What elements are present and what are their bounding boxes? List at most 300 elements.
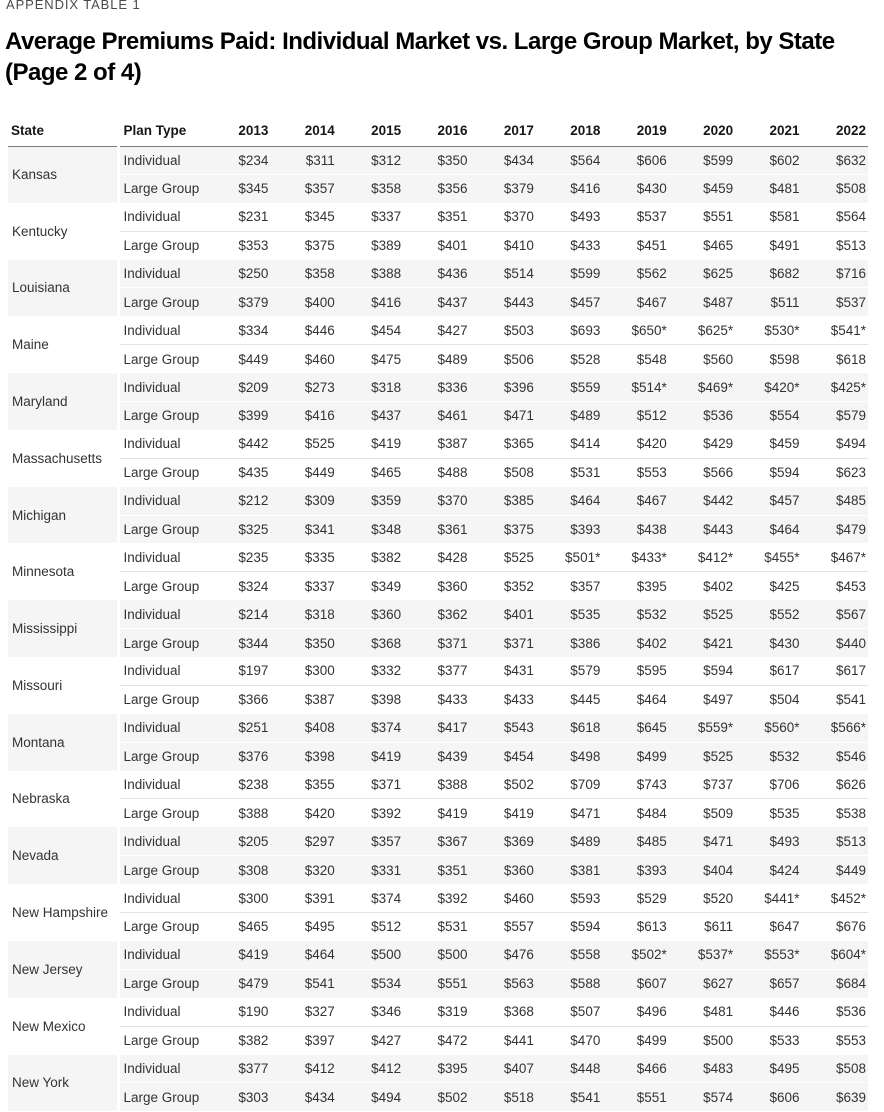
premium-value-cell: $563 bbox=[470, 969, 536, 997]
premium-value-cell: $618 bbox=[802, 345, 868, 373]
premium-value-cell: $487 bbox=[669, 288, 735, 316]
premium-value-cell: $481 bbox=[703, 1004, 734, 1020]
table-row bbox=[8, 941, 868, 969]
premium-value-cell: $606 bbox=[602, 146, 668, 174]
premium-value-cell: $438 bbox=[602, 515, 668, 543]
premium-value-cell: $574 bbox=[669, 1083, 735, 1111]
premium-value-cell: $548 bbox=[602, 345, 668, 373]
premium-value-cell: $398 bbox=[337, 685, 403, 713]
state-name-cell: Kansas bbox=[8, 146, 118, 203]
premium-value-cell: $355 bbox=[304, 777, 335, 793]
table-row bbox=[8, 799, 868, 827]
premium-value-cell: $625* bbox=[697, 322, 734, 338]
premium-value-cell: $551 bbox=[703, 209, 734, 225]
table-header bbox=[8, 115, 868, 146]
premium-value-cell: $445 bbox=[536, 685, 602, 713]
premium-value-cell: $508 bbox=[470, 458, 536, 486]
premium-value-cell: $493 bbox=[735, 827, 801, 855]
premium-value-cell: $489 bbox=[536, 402, 602, 430]
premium-value-cell: $401 bbox=[403, 231, 469, 259]
plan-type-cell: Individual bbox=[118, 260, 204, 288]
premium-value-cell: $377 bbox=[204, 1055, 270, 1083]
premium-value-cell: $416 bbox=[270, 402, 336, 430]
premium-value-cell: $430 bbox=[602, 174, 668, 202]
premium-value-cell: $525 bbox=[503, 549, 534, 565]
premium-value-cell: $567 bbox=[802, 600, 868, 628]
premium-value-cell: $498 bbox=[536, 742, 602, 770]
premium-value-cell: $557 bbox=[470, 913, 536, 941]
table-row bbox=[8, 487, 868, 515]
premium-value-cell: $454 bbox=[470, 742, 536, 770]
table-body bbox=[8, 146, 868, 1111]
premium-value-cell: $617 bbox=[835, 663, 866, 679]
premium-value-cell: $682 bbox=[735, 260, 801, 288]
premium-value-cell: $388 bbox=[437, 777, 468, 793]
premium-value-cell: $541 bbox=[270, 969, 336, 997]
page-title-line-1: Average Premiums Paid: Individual Market vs. Large Group Market, by State bbox=[5, 28, 835, 55]
premium-value-cell: $350 bbox=[270, 629, 336, 657]
column-header-2021: 2021 bbox=[735, 115, 801, 146]
premium-value-cell: $440 bbox=[802, 629, 868, 657]
premium-value-cell: $611 bbox=[669, 913, 735, 941]
plan-type-cell: Individual bbox=[118, 373, 204, 401]
premium-value-cell: $537 bbox=[802, 288, 868, 316]
premium-value-cell: $376 bbox=[204, 742, 270, 770]
premium-value-cell: $562 bbox=[602, 260, 668, 288]
premium-value-cell: $349 bbox=[337, 572, 403, 600]
premium-value-cell: $455* bbox=[764, 549, 800, 565]
premium-value-cell: $190 bbox=[238, 1004, 269, 1020]
premium-value-cell: $543 bbox=[470, 714, 536, 742]
premium-value-cell: $499 bbox=[602, 742, 668, 770]
premium-value-cell: $407 bbox=[470, 1055, 536, 1083]
premium-value-cell: $325 bbox=[204, 515, 270, 543]
premium-value-cell: $312 bbox=[337, 146, 403, 174]
table-row bbox=[8, 515, 868, 543]
premium-value-cell: $554 bbox=[735, 402, 801, 430]
premium-value-cell: $533 bbox=[735, 1026, 801, 1054]
premium-value-cell: $564 bbox=[835, 209, 866, 225]
premium-value-cell: $382 bbox=[371, 549, 402, 565]
column-header-2020: 2020 bbox=[669, 115, 735, 146]
premium-value-cell: $420 bbox=[270, 799, 336, 827]
column-header-2015: 2015 bbox=[337, 115, 403, 146]
premium-value-cell: $617 bbox=[769, 663, 800, 679]
table-row bbox=[8, 288, 868, 316]
plan-type-cell: Large Group bbox=[118, 799, 204, 827]
premium-value-cell: $645 bbox=[602, 714, 668, 742]
premium-value-cell: $518 bbox=[470, 1083, 536, 1111]
premium-value-cell: $594 bbox=[735, 458, 801, 486]
premium-value-cell: $464 bbox=[270, 941, 336, 969]
premium-value-cell: $553 bbox=[802, 1026, 868, 1054]
state-name-cell: Louisiana bbox=[8, 260, 118, 317]
plan-type-cell: Large Group bbox=[118, 402, 204, 430]
plan-type-cell: Large Group bbox=[118, 572, 204, 600]
premium-value-cell: $319 bbox=[437, 1004, 468, 1020]
premium-value-cell: $352 bbox=[470, 572, 536, 600]
premium-value-cell: $566* bbox=[802, 714, 868, 742]
premium-value-cell: $434 bbox=[270, 1083, 336, 1111]
premium-value-cell: $441* bbox=[764, 890, 800, 906]
premium-value-cell: $427 bbox=[337, 1026, 403, 1054]
column-header-plan-type: Plan Type bbox=[118, 115, 204, 146]
premium-value-cell: $488 bbox=[403, 458, 469, 486]
premium-value-cell: $465 bbox=[204, 913, 270, 941]
premium-value-cell: $466 bbox=[602, 1055, 668, 1083]
premium-value-cell: $595 bbox=[636, 663, 667, 679]
premium-value-cell: $388 bbox=[204, 799, 270, 827]
premium-value-cell: $303 bbox=[204, 1083, 270, 1111]
premium-value-cell: $460 bbox=[503, 890, 534, 906]
premium-value-cell: $449 bbox=[802, 856, 868, 884]
premium-value-cell: $454 bbox=[371, 322, 402, 338]
premium-value-cell: $559* bbox=[669, 714, 735, 742]
premium-value-cell: $439 bbox=[403, 742, 469, 770]
premium-value-cell: $534 bbox=[337, 969, 403, 997]
premium-value-cell: $709 bbox=[570, 777, 601, 793]
premium-value-cell: $623 bbox=[802, 458, 868, 486]
premium-value-cell: $503 bbox=[503, 322, 534, 338]
premium-value-cell: $381 bbox=[536, 856, 602, 884]
plan-type-cell: Individual bbox=[118, 941, 204, 969]
premium-value-cell: $402 bbox=[669, 572, 735, 600]
table-row bbox=[8, 316, 868, 344]
premium-value-cell: $604* bbox=[802, 941, 868, 969]
premium-value-cell: $599 bbox=[536, 260, 602, 288]
premium-value-cell: $320 bbox=[270, 856, 336, 884]
column-header-2014: 2014 bbox=[270, 115, 336, 146]
premium-value-cell: $374 bbox=[371, 890, 402, 906]
premium-value-cell: $460 bbox=[270, 345, 336, 373]
premium-value-cell: $537 bbox=[636, 209, 667, 225]
state-name-cell: Maryland bbox=[8, 373, 118, 430]
plan-type-cell: Individual bbox=[123, 1004, 181, 1020]
premium-value-cell: $552 bbox=[735, 600, 801, 628]
premium-value-cell: $593 bbox=[570, 890, 601, 906]
premium-value-cell: $375 bbox=[470, 515, 536, 543]
premium-value-cell: $362 bbox=[403, 600, 469, 628]
premium-value-cell: $564 bbox=[536, 146, 602, 174]
premium-value-cell: $404 bbox=[669, 856, 735, 884]
premium-value-cell: $506 bbox=[470, 345, 536, 373]
premium-value-cell: $485 bbox=[802, 487, 868, 515]
premium-value-cell: $657 bbox=[735, 969, 801, 997]
premium-value-cell: $387 bbox=[270, 685, 336, 713]
premium-value-cell: $234 bbox=[204, 146, 270, 174]
plan-type-cell: Large Group bbox=[118, 685, 204, 713]
premium-value-cell: $427 bbox=[437, 322, 468, 338]
premium-value-cell: $546 bbox=[802, 742, 868, 770]
premium-value-cell: $412 bbox=[337, 1055, 403, 1083]
state-name-cell: New Jersey bbox=[8, 941, 118, 998]
premium-value-cell: $507 bbox=[570, 1004, 601, 1020]
premium-value-cell: $337 bbox=[371, 209, 402, 225]
premium-value-cell: $504 bbox=[735, 685, 801, 713]
premium-value-cell: $357 bbox=[270, 174, 336, 202]
premium-value-cell: $231 bbox=[238, 209, 269, 225]
table-row bbox=[8, 373, 868, 401]
table-row bbox=[8, 174, 868, 202]
premium-value-cell: $251 bbox=[204, 714, 270, 742]
plan-type-cell: Large Group bbox=[118, 1026, 204, 1054]
premium-value-cell: $433* bbox=[631, 549, 667, 565]
state-name-cell: Mississippi bbox=[8, 600, 118, 657]
premium-value-cell: $618 bbox=[536, 714, 602, 742]
premium-value-cell: $459 bbox=[769, 436, 800, 452]
premium-value-cell: $716 bbox=[802, 260, 868, 288]
table-row bbox=[8, 203, 868, 231]
column-header-state: State bbox=[8, 115, 118, 146]
premium-value-cell: $508 bbox=[802, 174, 868, 202]
column-header-2013: 2013 bbox=[204, 115, 270, 146]
premium-value-cell: $419 bbox=[337, 742, 403, 770]
table-row bbox=[8, 600, 868, 628]
premium-value-cell: $371 bbox=[371, 777, 402, 793]
premium-value-cell: $500 bbox=[403, 941, 469, 969]
premium-value-cell: $538 bbox=[802, 799, 868, 827]
column-header-2018: 2018 bbox=[536, 115, 602, 146]
premium-value-cell: $416 bbox=[536, 174, 602, 202]
premium-value-cell: $366 bbox=[204, 685, 270, 713]
premium-value-cell: $598 bbox=[735, 345, 801, 373]
premium-value-cell: $430 bbox=[735, 629, 801, 657]
premium-value-cell: $425 bbox=[735, 572, 801, 600]
premium-value-cell: $327 bbox=[304, 1004, 335, 1020]
premium-value-cell: $419 bbox=[204, 941, 270, 969]
premium-value-cell: $541 bbox=[802, 685, 868, 713]
premium-value-cell: $331 bbox=[337, 856, 403, 884]
premiums-table bbox=[8, 115, 868, 1111]
premium-value-cell: $367 bbox=[403, 827, 469, 855]
premium-value-cell: $684 bbox=[802, 969, 868, 997]
premium-value-cell: $398 bbox=[270, 742, 336, 770]
premium-value-cell: $465 bbox=[337, 458, 403, 486]
table-row bbox=[8, 1055, 868, 1083]
plan-type-cell: Large Group bbox=[118, 458, 204, 486]
premium-value-cell: $512 bbox=[602, 402, 668, 430]
premium-value-cell: $351 bbox=[403, 856, 469, 884]
premium-value-cell: $386 bbox=[536, 629, 602, 657]
premium-value-cell: $360 bbox=[403, 572, 469, 600]
premium-value-cell: $448 bbox=[536, 1055, 602, 1083]
premium-value-cell: $419 bbox=[403, 799, 469, 827]
column-header-2017: 2017 bbox=[470, 115, 536, 146]
premium-value-cell: $491 bbox=[735, 231, 801, 259]
premium-value-cell: $345 bbox=[304, 209, 335, 225]
premium-value-cell: $388 bbox=[337, 260, 403, 288]
premium-value-cell: $433 bbox=[403, 685, 469, 713]
premium-value-cell: $309 bbox=[270, 487, 336, 515]
premium-value-cell: $536 bbox=[669, 402, 735, 430]
table-row bbox=[8, 913, 868, 941]
plan-type-cell: Large Group bbox=[118, 288, 204, 316]
premium-value-cell: $311 bbox=[270, 146, 336, 174]
premium-value-cell: $581 bbox=[769, 209, 800, 225]
plan-type-cell: Individual bbox=[118, 714, 204, 742]
premium-value-cell: $235 bbox=[238, 549, 269, 565]
premium-value-cell: $434 bbox=[470, 146, 536, 174]
appendix-label: APPENDIX TABLE 1 bbox=[6, 0, 141, 12]
premium-value-cell: $452* bbox=[830, 890, 866, 906]
premium-value-cell: $209 bbox=[204, 373, 270, 401]
premium-value-cell: $300 bbox=[304, 663, 335, 679]
premium-value-cell: $385 bbox=[470, 487, 536, 515]
premium-value-cell: $579 bbox=[570, 663, 601, 679]
premium-value-cell: $457 bbox=[536, 288, 602, 316]
premium-value-cell: $382 bbox=[204, 1026, 270, 1054]
premium-value-cell: $442 bbox=[669, 487, 735, 515]
premium-value-cell: $467* bbox=[830, 549, 866, 565]
premium-value-cell: $676 bbox=[802, 913, 868, 941]
premium-value-cell: $446 bbox=[769, 1004, 800, 1020]
premium-value-cell: $558 bbox=[536, 941, 602, 969]
premium-value-cell: $531 bbox=[403, 913, 469, 941]
premium-value-cell: $392 bbox=[437, 890, 468, 906]
premium-value-cell: $529 bbox=[636, 890, 667, 906]
premium-value-cell: $632 bbox=[802, 146, 868, 174]
plan-type-cell: Individual bbox=[123, 890, 181, 906]
premium-value-cell: $560* bbox=[735, 714, 801, 742]
premium-value-cell: $553 bbox=[602, 458, 668, 486]
state-name-cell: New Mexico bbox=[8, 998, 118, 1055]
premium-value-cell: $511 bbox=[735, 288, 801, 316]
premium-value-cell: $365 bbox=[503, 436, 534, 452]
premium-value-cell: $334 bbox=[238, 322, 269, 338]
premium-value-cell: $495 bbox=[735, 1055, 801, 1083]
column-header-2019: 2019 bbox=[602, 115, 668, 146]
premium-value-cell: $626 bbox=[835, 777, 866, 793]
premium-value-cell: $535 bbox=[735, 799, 801, 827]
premium-value-cell: $436 bbox=[403, 260, 469, 288]
premium-value-cell: $525 bbox=[669, 742, 735, 770]
premium-value-cell: $433 bbox=[536, 231, 602, 259]
premium-value-cell: $341 bbox=[270, 515, 336, 543]
table-row bbox=[8, 231, 868, 259]
premium-value-cell: $401 bbox=[470, 600, 536, 628]
premium-value-cell: $512 bbox=[337, 913, 403, 941]
premium-value-cell: $531 bbox=[536, 458, 602, 486]
state-name-cell: Michigan bbox=[8, 487, 118, 544]
premium-value-cell: $495 bbox=[270, 913, 336, 941]
premium-value-cell: $650* bbox=[631, 322, 667, 338]
premium-value-cell: $324 bbox=[204, 572, 270, 600]
premium-value-cell: $424 bbox=[735, 856, 801, 884]
premium-value-cell: $520 bbox=[703, 890, 734, 906]
premium-value-cell: $250 bbox=[204, 260, 270, 288]
premium-value-cell: $599 bbox=[669, 146, 735, 174]
premium-value-cell: $379 bbox=[204, 288, 270, 316]
plan-type-cell: Large Group bbox=[118, 515, 204, 543]
premium-value-cell: $566 bbox=[669, 458, 735, 486]
premium-value-cell: $513 bbox=[802, 231, 868, 259]
premium-value-cell: $442 bbox=[238, 436, 269, 452]
state-name-cell: New York bbox=[8, 1055, 118, 1112]
premium-value-cell: $441 bbox=[470, 1026, 536, 1054]
premium-value-cell: $387 bbox=[437, 436, 468, 452]
state-name-cell: Kentucky bbox=[8, 203, 118, 260]
premium-value-cell: $525 bbox=[304, 436, 335, 452]
premium-value-cell: $205 bbox=[204, 827, 270, 855]
premium-value-cell: $472 bbox=[403, 1026, 469, 1054]
premium-value-cell: $421 bbox=[669, 629, 735, 657]
plan-type-cell: Individual bbox=[118, 487, 204, 515]
table-row bbox=[8, 260, 868, 288]
premium-value-cell: $467 bbox=[602, 487, 668, 515]
premium-value-cell: $470 bbox=[536, 1026, 602, 1054]
plan-type-cell: Individual bbox=[123, 322, 181, 338]
premium-value-cell: $553* bbox=[735, 941, 801, 969]
premium-value-cell: $525 bbox=[669, 600, 735, 628]
premium-value-cell: $379 bbox=[470, 174, 536, 202]
premium-value-cell: $535 bbox=[536, 600, 602, 628]
premium-value-cell: $497 bbox=[669, 685, 735, 713]
plan-type-cell: Large Group bbox=[118, 174, 204, 202]
premium-value-cell: $370 bbox=[503, 209, 534, 225]
plan-type-cell: Individual bbox=[123, 549, 181, 565]
premium-value-cell: $360 bbox=[470, 856, 536, 884]
plan-type-cell: Large Group bbox=[118, 856, 204, 884]
premium-value-cell: $514* bbox=[602, 373, 668, 401]
premium-value-cell: $395 bbox=[403, 1055, 469, 1083]
premium-value-cell: $435 bbox=[204, 458, 270, 486]
premium-value-cell: $551 bbox=[602, 1083, 668, 1111]
premium-value-cell: $551 bbox=[403, 969, 469, 997]
table-row bbox=[8, 402, 868, 430]
premium-value-cell: $443 bbox=[470, 288, 536, 316]
plan-type-cell: Large Group bbox=[118, 231, 204, 259]
plan-type-cell: Individual bbox=[123, 436, 181, 452]
page-title bbox=[5, 26, 877, 88]
table-header-row bbox=[8, 115, 868, 146]
table-row bbox=[8, 1026, 868, 1054]
premium-value-cell: $594 bbox=[703, 663, 734, 679]
premium-value-cell: $408 bbox=[270, 714, 336, 742]
premium-value-cell: $337 bbox=[270, 572, 336, 600]
table-row bbox=[8, 657, 868, 685]
premium-value-cell: $437 bbox=[403, 288, 469, 316]
premium-value-cell: $419 bbox=[470, 799, 536, 827]
premium-value-cell: $514 bbox=[470, 260, 536, 288]
premium-value-cell: $493 bbox=[570, 209, 601, 225]
premium-value-cell: $639 bbox=[802, 1083, 868, 1111]
premium-value-cell: $479 bbox=[802, 515, 868, 543]
plan-type-cell: Large Group bbox=[118, 345, 204, 373]
premium-value-cell: $475 bbox=[337, 345, 403, 373]
premium-value-cell: $396 bbox=[470, 373, 536, 401]
premium-value-cell: $428 bbox=[437, 549, 468, 565]
premium-value-cell: $693 bbox=[570, 322, 601, 338]
premium-value-cell: $332 bbox=[371, 663, 402, 679]
premium-value-cell: $579 bbox=[802, 402, 868, 430]
premium-value-cell: $358 bbox=[270, 260, 336, 288]
premium-value-cell: $494 bbox=[337, 1083, 403, 1111]
table-row bbox=[8, 1083, 868, 1111]
premium-value-cell: $502 bbox=[403, 1083, 469, 1111]
premium-value-cell: $360 bbox=[337, 600, 403, 628]
premium-value-cell: $273 bbox=[270, 373, 336, 401]
table-row bbox=[8, 543, 868, 571]
premium-value-cell: $602 bbox=[735, 146, 801, 174]
premium-value-cell: $377 bbox=[437, 663, 468, 679]
premium-value-cell: $528 bbox=[536, 345, 602, 373]
premium-value-cell: $359 bbox=[337, 487, 403, 515]
premium-value-cell: $489 bbox=[536, 827, 602, 855]
premium-value-cell: $469* bbox=[669, 373, 735, 401]
premium-value-cell: $214 bbox=[204, 600, 270, 628]
premium-value-cell: $484 bbox=[602, 799, 668, 827]
premium-value-cell: $536 bbox=[835, 1004, 866, 1020]
